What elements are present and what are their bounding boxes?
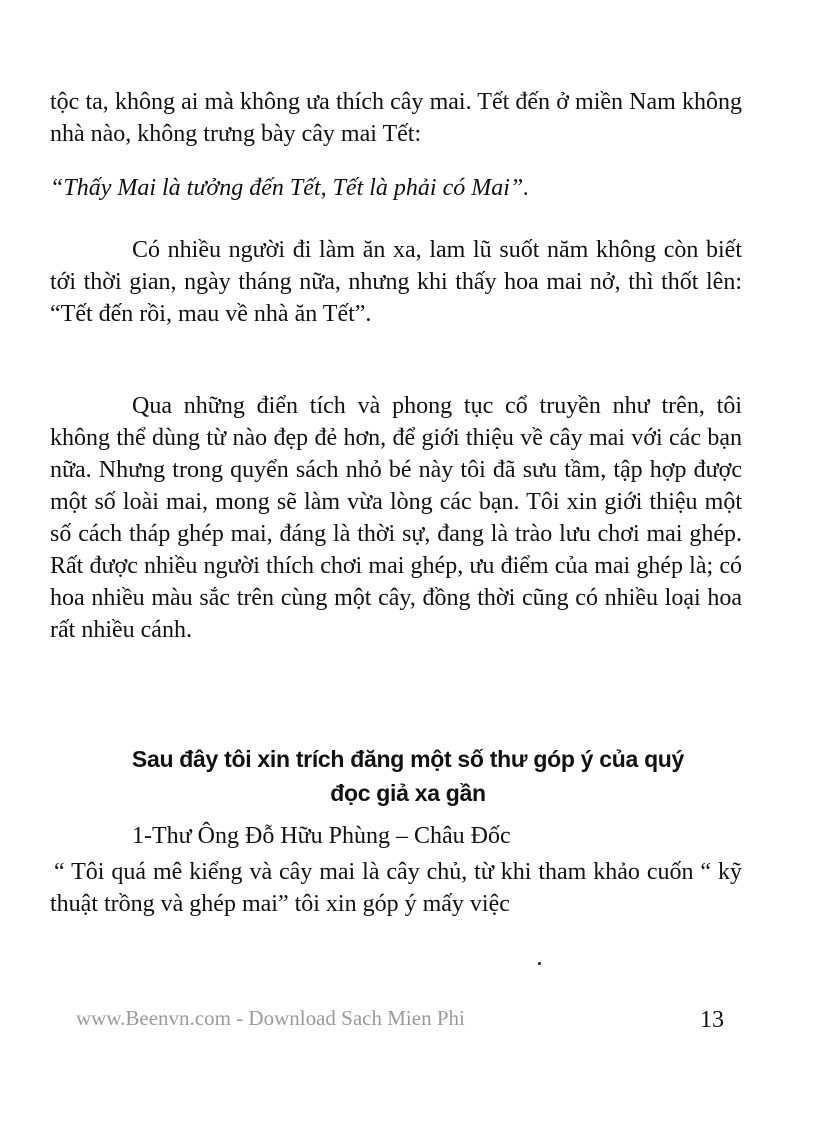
letter-title: 1-Thư Ông Đỗ Hữu Phùng – Châu Đốc — [132, 823, 511, 849]
section-heading-line-1: Sau đây tôi xin trích đăng một số thư góp ý của quý — [131, 746, 685, 772]
page-number: 13 — [700, 1007, 724, 1033]
section-heading-line-2: đọc giả xa gần — [330, 780, 486, 806]
paragraph-grafting: Qua những điển tích và phong tục cổ truyền như trên, tôi không thể dùng từ nào đẹp đẻ hơn, để giới thiệu về cây mai với các bạn nữa. Nhưng trong quyển sách nhỏ bé này tôi đã sưu tầm, tập hợp được một số loài mai, mong sẽ làm vừa lòng các bạn. Tôi xin giới thiệu một số cách tháp ghép mai, đáng là thời sự, đang là trào lưu chơi mai ghép. Rất được nhiều người thích chơi mai ghép, ưu điểm của mai ghép là; có hoa nhiều màu sắc trên cùng một cây, đồng thời cũng có nhiều loại hoa rất nhiều cánh. — [50, 393, 742, 643]
footer-credit: www.Beenvn.com - Download Sach Mien Phi — [76, 1006, 465, 1030]
section-heading — [50, 742, 766, 810]
quote-line: “Thấy Mai là tưởng đến Tết, Tết là phải có Mai”. — [50, 175, 530, 201]
letter-body: “ Tôi quá mê kiểng và cây mai là cây chủ, từ khi tham khảo cuốn “ kỹ thuật trồng và ghép mai” tôi xin góp ý mấy việc — [50, 859, 742, 917]
paragraph-travelers: Có nhiều người đi làm ăn xa, lam lũ suốt năm không còn biết tới thời gian, ngày tháng nữa, nhưng khi thấy hoa mai nở, thì thốt lên: “Tết đến rồi, mau về nhà ăn Tết”. — [50, 237, 742, 327]
paragraph-intro: tộc ta, không ai mà không ưa thích cây mai. Tết đến ở miền Nam không nhà nào, không trưng bày cây mai Tết: — [50, 89, 742, 147]
scan-speck — [538, 962, 541, 965]
